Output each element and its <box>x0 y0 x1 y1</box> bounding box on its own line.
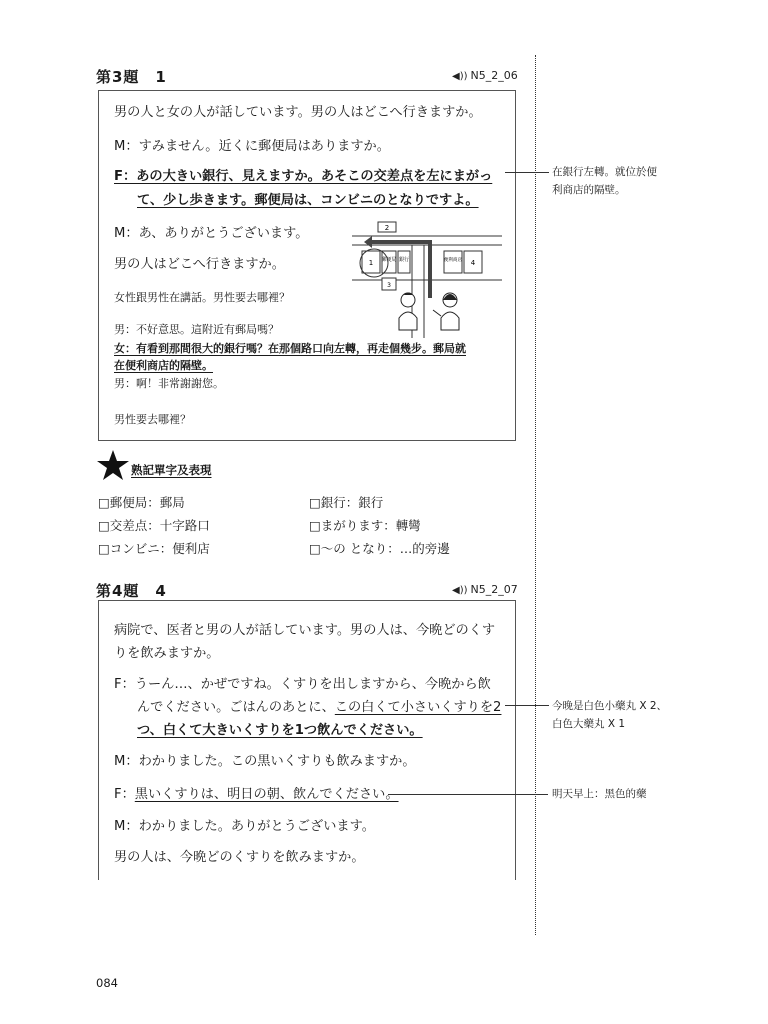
q3-line-3: F：あの大きい銀行、見えますか。あそこの交差点を左にまがっ <box>114 169 493 184</box>
vocab-title: 熟記單字及表現 <box>131 463 212 477</box>
q4-title: 第4題 4 <box>96 582 167 600</box>
q4-line-3: F：うーん…、かぜですね。くすりを出しますから、今晩から飲 <box>114 677 491 692</box>
map-conv-label: 便利商店 <box>444 258 462 263</box>
q3-zh-5: 男：啊！非常謝謝您。 <box>114 377 224 390</box>
q4-line-1: 病院で、医者と男の人が話しています。男の人は、今晩どのくす <box>114 623 496 638</box>
q3-zh-3: 女：有看到那間很大的銀行嗎？在那個路口向左轉，再走個幾步。郵局就 <box>114 342 466 355</box>
page-number: 084 <box>96 976 118 990</box>
vocab-item-2: □銀行：銀行 <box>309 495 384 510</box>
q4-note-2: 明天早上：黑色的藥 <box>552 788 647 800</box>
q4-audio-label: N5_2_07 <box>470 583 518 596</box>
q3-title: 第3題 1 <box>96 68 167 86</box>
vocab-item-5: □コンビニ：便利店 <box>98 541 210 556</box>
q3-zh-2: 男：不好意思。這附近有郵局嗎？ <box>114 323 279 336</box>
map-block-4: 4 <box>470 259 476 267</box>
q4-note-1-leader <box>505 705 549 706</box>
q4-note-2-leader <box>388 794 548 795</box>
q4-line-7-key: 黒いくすりは、明日の朝、飲んでください。 <box>134 787 399 802</box>
vocab-item-4: □まがります：轉彎 <box>309 518 421 533</box>
q3-line-4: て、少し歩きます。郵便局は、コンビニのとなりですよ。 <box>137 193 479 208</box>
q4-audio-track[interactable] <box>452 583 518 596</box>
man-figure <box>399 293 417 331</box>
street-map-illustration <box>352 218 502 338</box>
map-block-1: 1 <box>368 259 374 267</box>
q4-line-7-speaker: F： <box>114 787 135 802</box>
q4-note-1-line-1: 今晚是白色小藥丸 X 2、 <box>552 700 668 712</box>
q4-line-7 <box>114 786 399 804</box>
q3-line-5: M：あ、ありがとうございます。 <box>114 226 309 241</box>
vocab-item-1: □郵便局：郵局 <box>98 495 185 510</box>
q4-line-4 <box>137 699 501 717</box>
star-icon <box>96 449 130 481</box>
q4-line-5: つ、白くて大きいくすりを1つ飲んでください。 <box>137 723 423 738</box>
q4-note-1 <box>552 697 667 733</box>
speaker-icon: ◀)) <box>452 71 468 82</box>
q3-zh-6: 男性要去哪裡？ <box>114 413 191 426</box>
q4-script-box <box>98 600 516 880</box>
q3-note-line-2: 利商店的隔壁。 <box>552 184 626 196</box>
q4-line-2: りを飲みますか。 <box>114 646 220 661</box>
q4-line-4-plain: んでください。ごはんのあとに、 <box>137 700 335 715</box>
q4-note-1-line-2: 白色大藥丸 X 1 <box>552 718 626 730</box>
speaker-icon: ◀)) <box>452 585 468 596</box>
q3-note-leader <box>505 172 549 173</box>
map-post-label: 郵便局 <box>381 257 397 263</box>
q3-note-line-1: 在銀行左轉。就位於便 <box>552 166 657 178</box>
q3-line-6: 男の人はどこへ行きますか。 <box>114 257 285 272</box>
q3-audio-track[interactable] <box>452 69 518 82</box>
map-bank-label: 銀行 <box>398 257 410 263</box>
margin-divider <box>535 55 536 935</box>
map-block-3: 3 <box>387 282 391 289</box>
q3-line-2: M：すみません。近くに郵便局はありますか。 <box>114 139 390 154</box>
vocab-item-3: □交差点：十字路口 <box>98 518 210 533</box>
q3-zh-4: 在便利商店的隔壁。 <box>114 359 213 372</box>
vocab-item-6: □～の となり：…的旁邊 <box>309 541 450 556</box>
q3-line-1: 男の人と女の人が話しています。男の人はどこへ行きますか。 <box>114 105 482 120</box>
woman-figure <box>433 293 459 330</box>
q3-note <box>552 163 657 199</box>
q4-line-8: M：わかりました。ありがとうございます。 <box>114 819 375 834</box>
q3-zh-1: 女性跟男性在講話。男性要去哪裡？ <box>114 291 290 304</box>
q3-audio-label: N5_2_06 <box>470 69 518 82</box>
q4-line-9: 男の人は、今晩どのくすりを飲みますか。 <box>114 850 365 865</box>
q4-line-6: M：わかりました。この黒いくすりも飲みますか。 <box>114 754 416 769</box>
q4-line-4-key: この白くて小さいくすりを2 <box>334 700 502 715</box>
map-block-2: 2 <box>384 224 390 232</box>
